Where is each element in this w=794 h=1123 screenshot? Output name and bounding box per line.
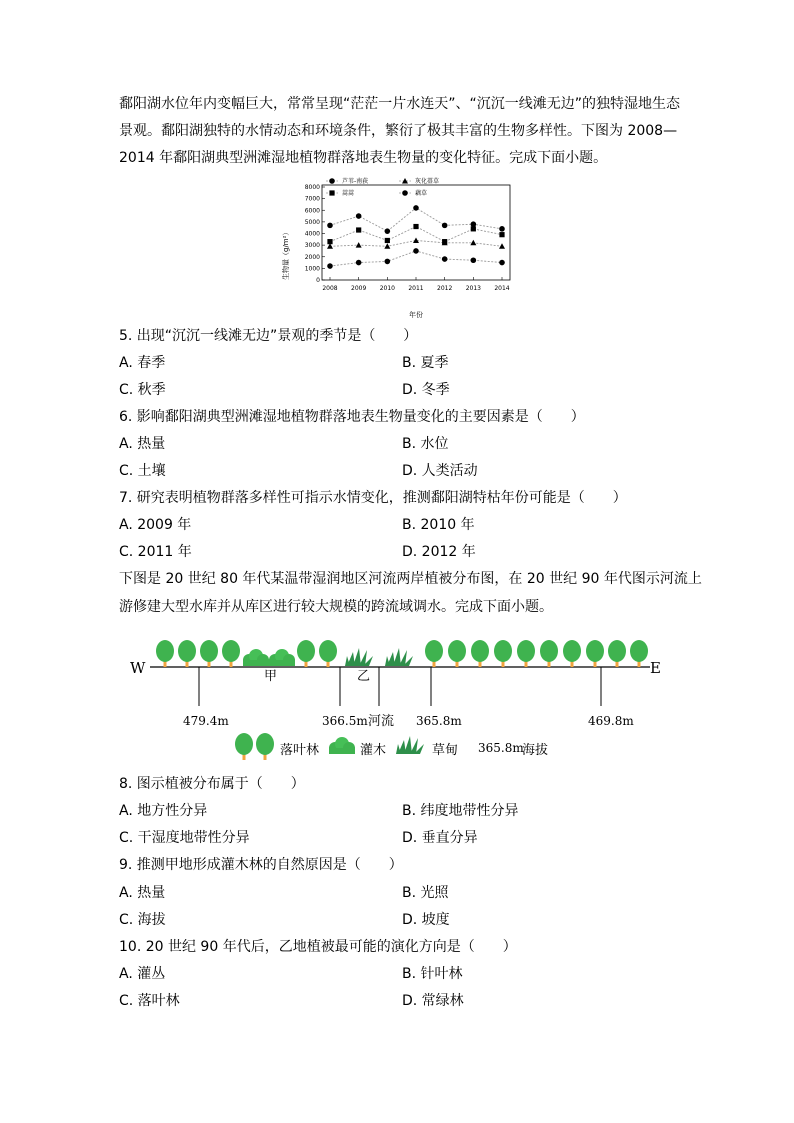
- tree-icon: [448, 640, 466, 667]
- option-a[interactable]: A. 热量: [119, 436, 166, 452]
- option-c[interactable]: C. 2011 年: [119, 544, 192, 560]
- y-tick-label: 0: [316, 277, 320, 284]
- data-point: [499, 260, 505, 266]
- intro-line: 下图是 20 世纪 80 年代某温带湿润地区河流两岸植被分布图，在 20 世纪 90 年代图示河流上: [119, 571, 702, 587]
- y-tick-label: 4000: [304, 230, 320, 238]
- vegetation-diagram: [120, 628, 680, 768]
- data-point: [442, 239, 447, 244]
- intro-line: 景观。鄱阳湖独特的水情动态和环境条件，繁衍了极其丰富的生物多样性。下图为 2008—: [119, 123, 678, 139]
- east-label: E: [650, 659, 661, 677]
- data-point: [327, 263, 333, 269]
- tree-icon: [200, 640, 218, 667]
- option-b[interactable]: B. 2010 年: [402, 517, 475, 533]
- option-d[interactable]: D. 2012 年: [402, 544, 476, 560]
- tree-icon: [540, 640, 558, 667]
- data-point: [356, 213, 362, 219]
- tree-icon: [222, 640, 240, 667]
- option-c[interactable]: C. 干湿度地带性分异: [119, 830, 250, 846]
- option-d[interactable]: D. 人类活动: [402, 463, 478, 479]
- y-tick-label: 2000: [304, 253, 320, 261]
- option-c[interactable]: C. 秋季: [119, 382, 166, 398]
- option-b[interactable]: B. 光照: [402, 885, 449, 901]
- tree-icon: [471, 640, 489, 667]
- data-point: [413, 248, 419, 254]
- legend-grass-label: 草甸: [432, 743, 459, 758]
- y-tick-label: 6000: [304, 207, 320, 215]
- x-tick-label: 2010: [379, 285, 395, 292]
- west-label: W: [130, 659, 146, 677]
- option-c[interactable]: C. 海拔: [119, 912, 166, 928]
- data-point: [413, 205, 419, 211]
- option-a[interactable]: A. 地方性分异: [119, 803, 208, 819]
- question-stem: 5. 出现“沉沉一线滩无边”景观的季节是（ ）: [119, 328, 418, 344]
- chart-ylabel: 生物量（g/m²）: [282, 228, 290, 280]
- data-point: [499, 232, 504, 237]
- tree-icon: [425, 640, 443, 667]
- intro-line: 鄱阳湖水位年内变幅巨大，常常呈现“茫茫一片水连天”、“沉沉一线滩无边”的独特湿地生态: [119, 96, 681, 112]
- data-point: [385, 228, 391, 234]
- question-stem: 6. 影响鄱阳湖典型洲滩湿地植物群落地表生物量变化的主要因素是（ ）: [119, 409, 585, 425]
- option-b[interactable]: B. 水位: [402, 436, 449, 452]
- option-b[interactable]: B. 夏季: [402, 355, 449, 371]
- tree-icon: [156, 640, 174, 667]
- elevation-label: 366.5m: [322, 714, 368, 728]
- river-label: 河流: [368, 714, 395, 729]
- legend-label: 芦苇-南荻: [342, 178, 369, 185]
- shrub-icon: [269, 649, 295, 666]
- yi-label: 乙: [357, 669, 371, 684]
- data-point: [385, 259, 391, 265]
- legend-marker: [329, 178, 335, 184]
- tree-icon: [319, 640, 337, 667]
- y-tick-label: 8000: [304, 184, 320, 191]
- data-point: [327, 239, 332, 244]
- question-stem: 10. 20 世纪 90 年代后，乙地植被最可能的演化方向是（ ）: [119, 939, 517, 955]
- data-point: [384, 243, 390, 249]
- legend-tree-icon: [235, 733, 253, 760]
- elevation-label: 469.8m: [588, 714, 634, 728]
- legend-label: 藕草: [415, 190, 428, 197]
- legend-elev-sample: 365.8m: [478, 741, 524, 755]
- data-point: [327, 223, 333, 229]
- tree-icon: [517, 640, 535, 667]
- y-tick-label: 7000: [304, 195, 320, 203]
- legend-shrub-label: 灌木: [360, 743, 387, 758]
- data-point: [413, 224, 418, 229]
- intro-line: 游修建大型水库并从库区进行较大规模的跨流域调水。完成下面小题。: [119, 599, 553, 615]
- data-point: [356, 227, 361, 232]
- legend-marker: [402, 190, 408, 196]
- legend-label: 蒿蒿: [342, 190, 355, 197]
- legend-shrub-icon: [329, 737, 355, 754]
- option-d[interactable]: D. 坡度: [402, 912, 450, 928]
- option-a[interactable]: A. 热量: [119, 885, 166, 901]
- legend-label: 灰化薹草: [415, 178, 440, 185]
- data-point: [499, 226, 505, 232]
- option-a[interactable]: A. 2009 年: [119, 517, 192, 533]
- grass-icon: [345, 648, 373, 666]
- option-d[interactable]: D. 垂直分异: [402, 830, 478, 846]
- y-tick-label: 1000: [304, 265, 320, 273]
- data-point: [471, 257, 477, 263]
- chart-xlabel: 年份: [409, 311, 423, 319]
- option-a[interactable]: A. 灌丛: [119, 966, 166, 982]
- data-point: [356, 242, 362, 248]
- legend-tree-icon: [256, 733, 274, 760]
- question-stem: 9. 推测甲地形成灌木林的自然原因是（ ）: [119, 857, 403, 873]
- tree-icon: [608, 640, 626, 667]
- data-point: [471, 221, 477, 227]
- data-point: [499, 243, 505, 249]
- x-tick-label: 2008: [322, 285, 338, 292]
- option-c[interactable]: C. 落叶林: [119, 993, 180, 1009]
- tree-icon: [586, 640, 604, 667]
- tree-icon: [563, 640, 581, 667]
- question-stem: 8. 图示植被分布属于（ ）: [119, 776, 305, 792]
- x-tick-label: 2011: [408, 285, 424, 292]
- data-point: [356, 260, 362, 266]
- y-tick-label: 3000: [304, 242, 320, 250]
- chart-frame: [322, 185, 510, 280]
- legend-forest-label: 落叶林: [280, 743, 320, 758]
- x-tick-label: 2012: [437, 285, 453, 292]
- shrub-icon: [243, 649, 269, 666]
- tree-icon: [494, 640, 512, 667]
- legend-grass-icon: [396, 736, 424, 754]
- x-tick-label: 2009: [351, 285, 367, 292]
- y-tick-label: 5000: [304, 218, 320, 226]
- tree-icon: [630, 640, 648, 667]
- legend-elev-label: 海拔: [522, 743, 549, 758]
- jia-label: 甲: [264, 669, 278, 684]
- option-b[interactable]: B. 纬度地带性分异: [402, 803, 519, 819]
- tree-icon: [297, 640, 315, 667]
- option-b[interactable]: B. 针叶林: [402, 966, 463, 982]
- grass-icon: [385, 648, 413, 666]
- biomass-chart: [270, 175, 530, 320]
- tree-icon: [178, 640, 196, 667]
- option-c[interactable]: C. 土壤: [119, 463, 166, 479]
- data-point: [442, 256, 448, 262]
- legend-marker: [329, 190, 334, 195]
- question-stem: 7. 研究表明植物群落多样性可指示水情变化，推测鄱阳湖特枯年份可能是（ ）: [119, 490, 627, 506]
- elevation-label: 479.4m: [183, 714, 229, 728]
- option-a[interactable]: A. 春季: [119, 355, 166, 371]
- option-d[interactable]: D. 冬季: [402, 382, 450, 398]
- x-tick-label: 2013: [465, 285, 481, 292]
- x-tick-label: 2014: [494, 285, 510, 292]
- data-point: [442, 223, 448, 229]
- data-point: [385, 238, 390, 243]
- data-point: [471, 226, 476, 231]
- elevation-label: 365.8m: [416, 714, 462, 728]
- option-d[interactable]: D. 常绿林: [402, 993, 464, 1009]
- intro-line: 2014 年鄱阳湖典型洲滩湿地植物群落地表生物量的变化特征。完成下面小题。: [119, 150, 608, 166]
